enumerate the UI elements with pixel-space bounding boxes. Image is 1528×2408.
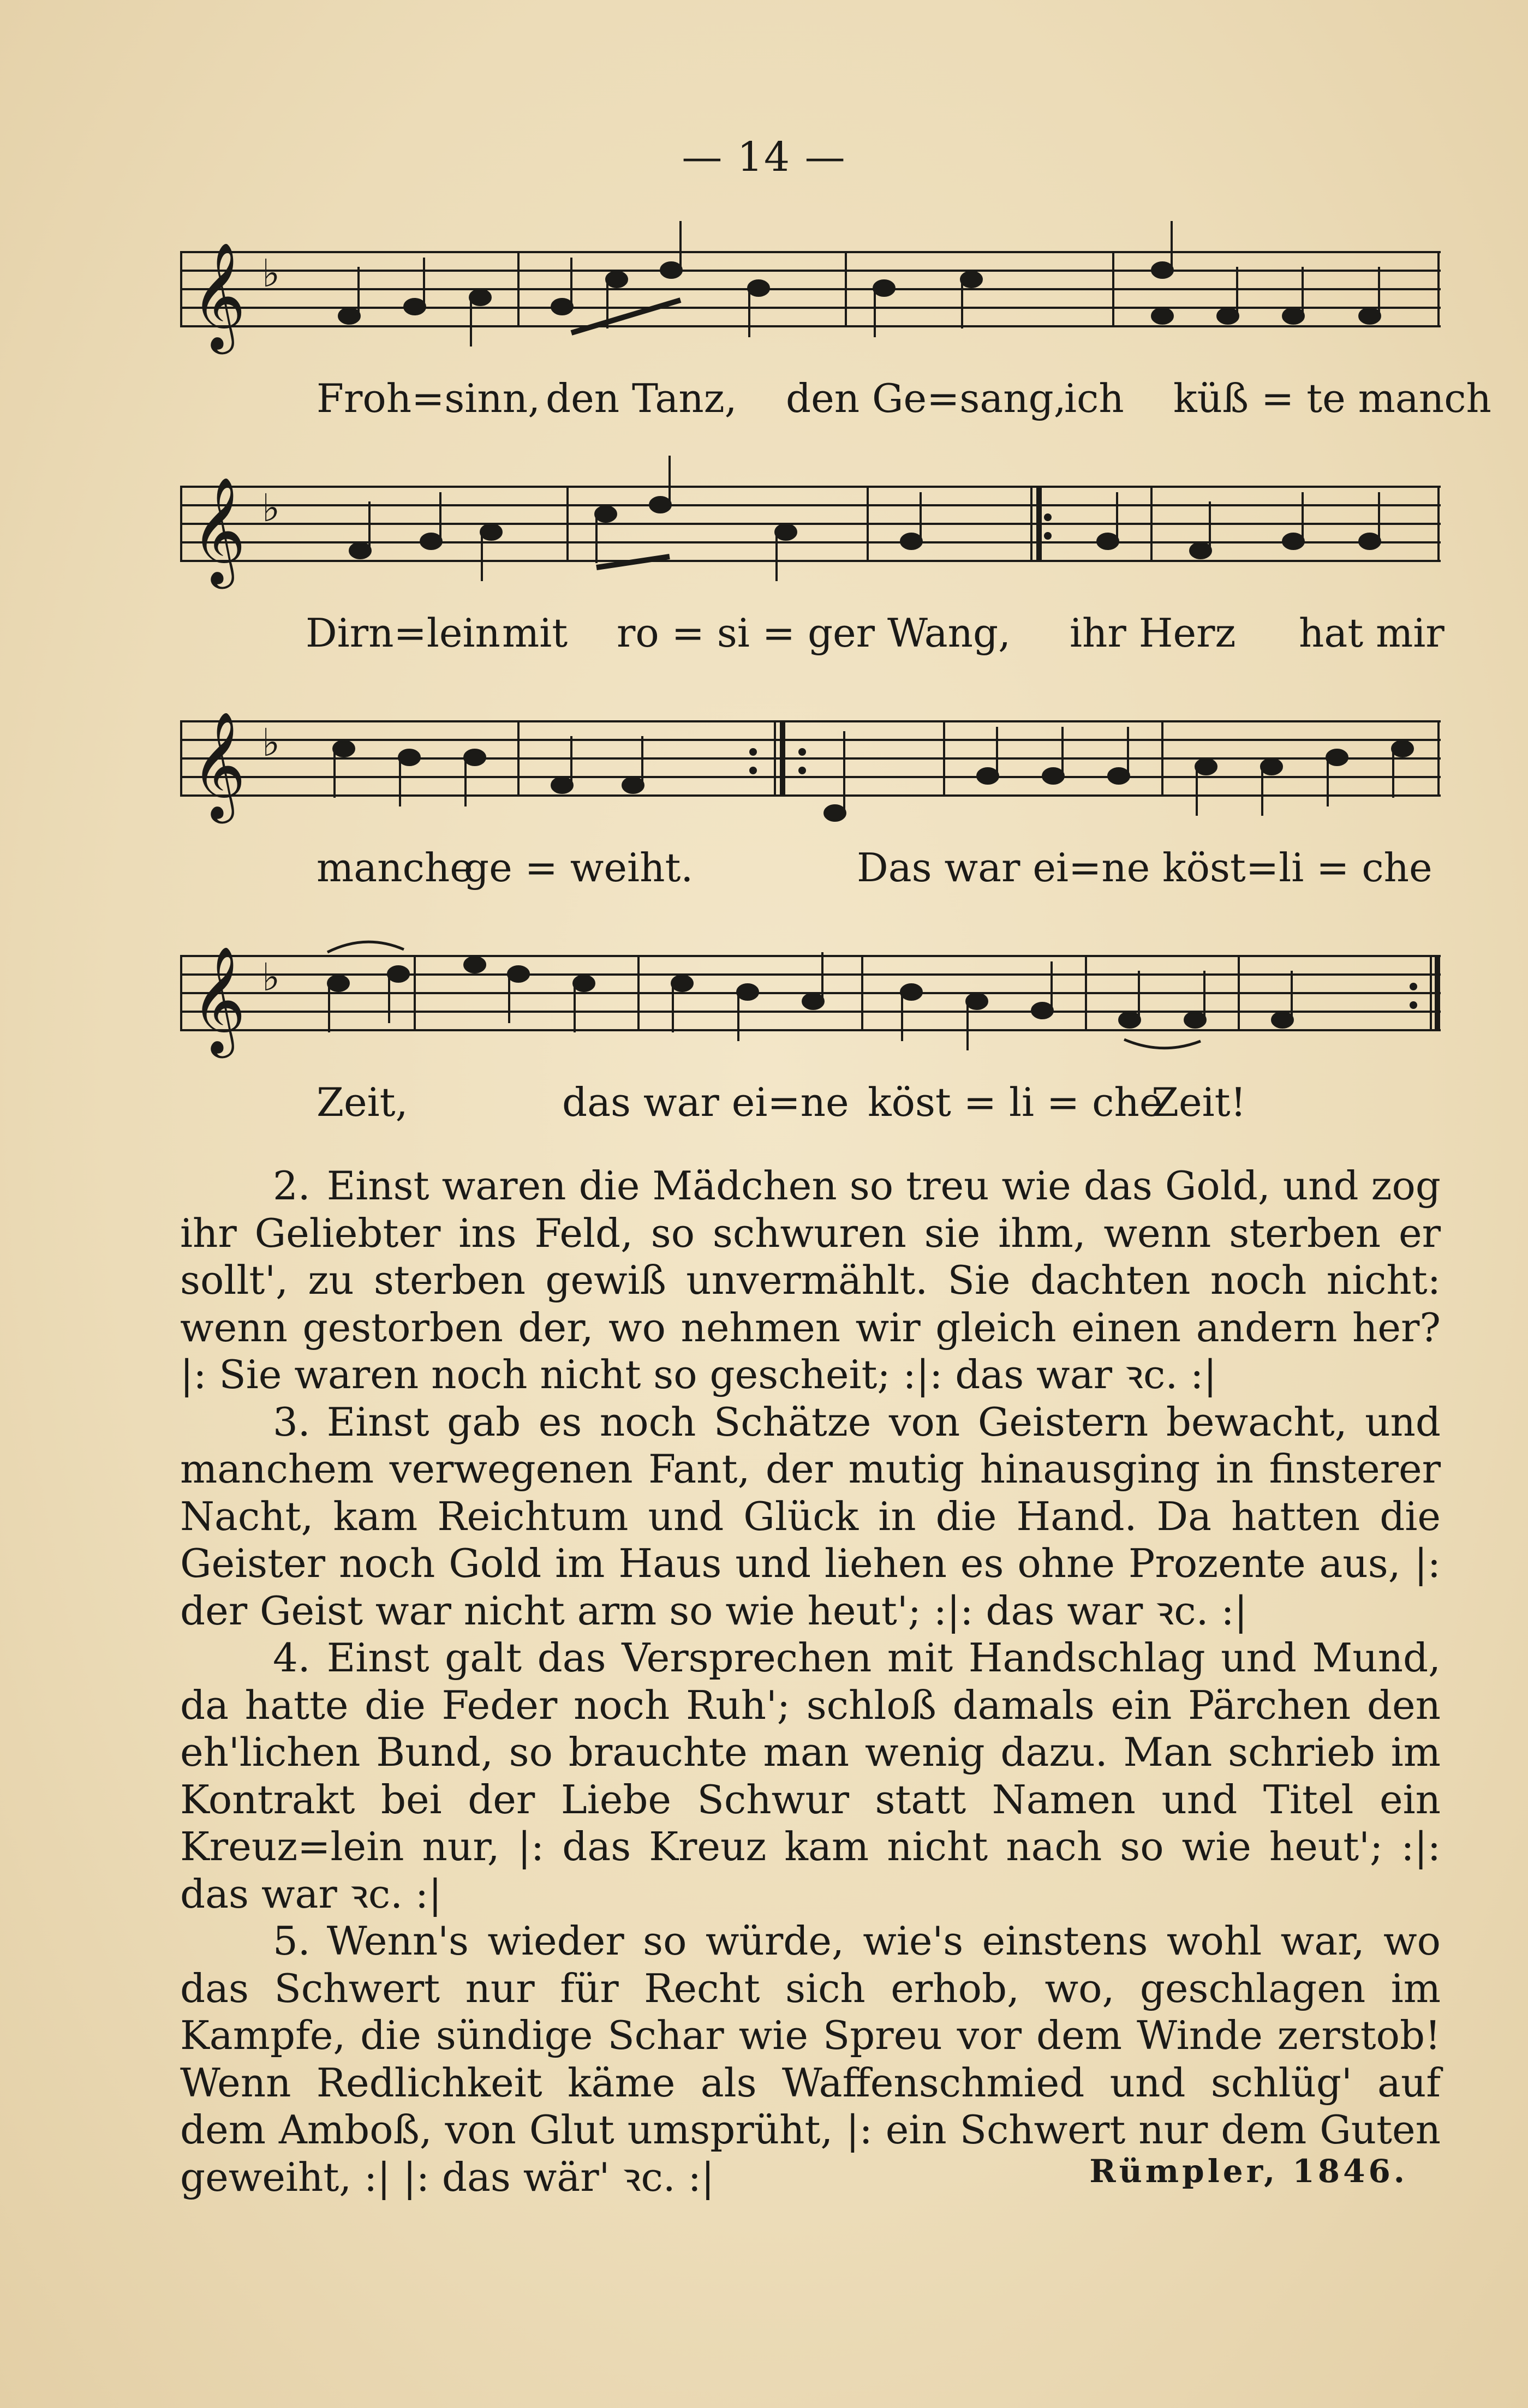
treble-clef-icon: 𝄞 bbox=[191, 946, 246, 1054]
verse-4 bbox=[180, 1634, 1441, 1917]
lyric-word: köst = li = che bbox=[868, 1079, 1163, 1125]
verse-block bbox=[180, 1162, 1441, 2201]
lyric-word: hat mir bbox=[1299, 610, 1445, 656]
lyric-word: ihr Herz bbox=[1070, 610, 1236, 656]
lyric-word: Zeit, bbox=[317, 1079, 408, 1125]
verse-text: Einst galt das Versprechen mit Handschlag und Mund, da hatte die Feder noch Ruh'; schloß damals ein Pärchen den eh'lichen Bund, so brauchte man wenig dazu. Man schrieb im Kontrakt bei der Liebe Schwur statt Namen und Titel ein Kreuz=lein nur, |: das Kreuz kam nicht nach so wie heut'; :|: das war ꝛc. :| bbox=[180, 1635, 1441, 1917]
lyric-word: das war ei=ne bbox=[562, 1079, 849, 1125]
verse-3 bbox=[180, 1399, 1441, 1635]
lyric-word: ge = weiht. bbox=[464, 845, 694, 891]
music-system-3 bbox=[180, 709, 1441, 944]
music-system-1 bbox=[180, 240, 1491, 475]
verse-2 bbox=[180, 1162, 1441, 1399]
lyric-word: den Ge=sang, bbox=[786, 375, 1066, 421]
lyric-word: mit bbox=[502, 610, 568, 656]
staff-1 bbox=[180, 240, 1441, 371]
staff-2 bbox=[180, 475, 1441, 606]
lyric-word: ich bbox=[1064, 375, 1124, 421]
lyrics-line-4 bbox=[180, 1079, 1441, 1134]
verse-text: Wenn's wieder so würde, wie's einstens wohl war, wo das Schwert nur für Recht sich erhob, wo, geschlagen im Kampfe, die sündige Schar wie Spreu vor dem Winde zerstob! Wenn Redlichkeit käme als Waffenschmied und schlüg' auf dem Amboß, von Glut umsprüht, |: ein Schwert nur dem Guten geweiht, :| |: das wär' ꝛc. :| bbox=[180, 1918, 1441, 2200]
lyric-word: Das war ei=ne bbox=[857, 845, 1150, 891]
verse-text: Einst waren die Mädchen so treu wie das Gold, und zog ihr Geliebter ins Feld, so schwuren sie ihm, wenn sterben er sollt', zu sterben gewiß unvermählt. Sie dachten noch nicht: wenn gestorben der, wo nehmen wir gleich einen andern her? |: Sie waren noch nicht so gescheit; :|: das war ꝛc. :| bbox=[180, 1163, 1441, 1397]
lyrics-line-3 bbox=[180, 845, 1441, 899]
verse-number: 2. bbox=[273, 1163, 311, 1209]
page-number: — 14 — bbox=[682, 134, 846, 181]
treble-clef-icon: 𝄞 bbox=[191, 476, 246, 584]
staff-3 bbox=[180, 709, 1441, 840]
lyrics-line-2 bbox=[180, 610, 1445, 665]
flat-icon: ♭ bbox=[262, 955, 280, 1000]
lyric-word: Froh=sinn, bbox=[317, 375, 541, 421]
flat-icon: ♭ bbox=[262, 486, 280, 530]
verse-number: 3. bbox=[273, 1399, 311, 1445]
lyric-word: köst=li = che bbox=[1162, 845, 1432, 891]
flat-icon: ♭ bbox=[262, 251, 280, 296]
lyric-word: küß = te manch bbox=[1173, 375, 1491, 421]
verse-text: Einst gab es noch Schätze von Geistern bewacht, und manchem verwegenen Fant, der mutig hinausging in finsterer Nacht, kam Reichtum und Glück in die Hand. Da hatten die Geister noch Gold im Haus und liehen es ohne Prozente aus, |: der Geist war nicht arm so wie heut'; :|: das war ꝛc. :| bbox=[180, 1399, 1441, 1634]
author-signature: Rümpler, 1846. bbox=[1089, 2153, 1408, 2190]
verse-number: 5. bbox=[273, 1918, 311, 1964]
lyric-word: Dirn=lein bbox=[306, 610, 500, 656]
lyrics-line-1 bbox=[180, 375, 1491, 430]
lyric-word: Zeit! bbox=[1151, 1079, 1246, 1125]
treble-clef-icon: 𝄞 bbox=[191, 711, 246, 819]
treble-clef-icon: 𝄞 bbox=[191, 242, 246, 350]
verse-number: 4. bbox=[273, 1635, 311, 1681]
flat-icon: ♭ bbox=[262, 720, 280, 765]
music-system-4 bbox=[180, 944, 1441, 1179]
music-system-2 bbox=[180, 475, 1445, 709]
lyric-word: ro = si = ger Wang, bbox=[617, 610, 1011, 656]
staff-4 bbox=[180, 944, 1441, 1075]
lyric-word: manche bbox=[317, 845, 473, 891]
lyric-word: den Tanz, bbox=[546, 375, 737, 421]
